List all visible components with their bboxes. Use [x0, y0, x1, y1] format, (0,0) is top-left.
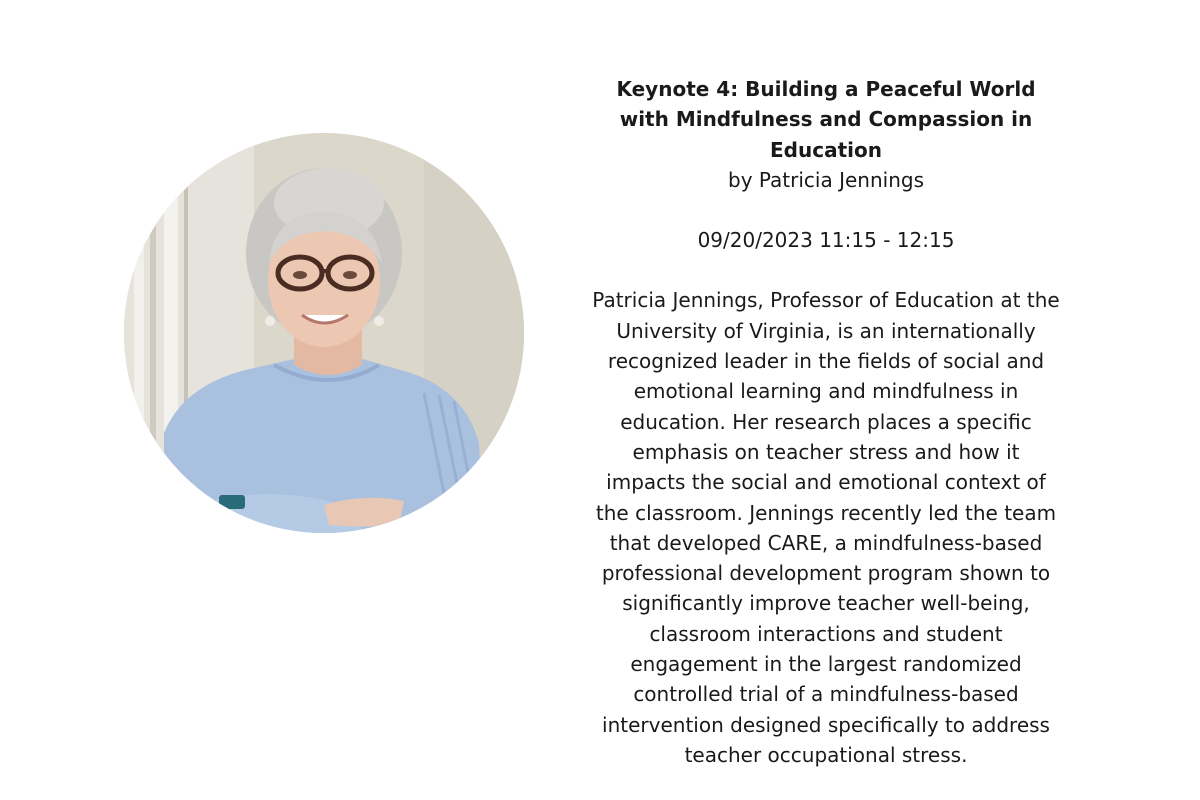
session-datetime: 09/20/2023 11:15 - 12:15: [697, 228, 955, 253]
speaker-photo: [124, 133, 524, 533]
speaker-byline: by Patricia Jennings: [728, 167, 924, 192]
speaker-portrait: [124, 133, 524, 533]
keynote-title: Keynote 4: Building a Peaceful World with Mindfulness and Compassion in Education: [616, 77, 1036, 162]
speaker-bio: Patricia Jennings, Professor of Education at the University of Virginia, is an internationally recognized leader in the fields of social and emotional learning and mindfulness in education. Her research places a specific emphasis on teacher stress and how it impacts the social and emotional context of the classroom. Jennings recently led the team that developed CARE, a mindfulness-based professional development program shown to significantly improve teacher well-being, classroom interactions and student engagement in the largest randomized controlled trial of a mindfulness-based intervention designed specifically to address teacher occupational stress.: [592, 288, 1060, 767]
keynote-details: [590, 74, 1062, 770]
